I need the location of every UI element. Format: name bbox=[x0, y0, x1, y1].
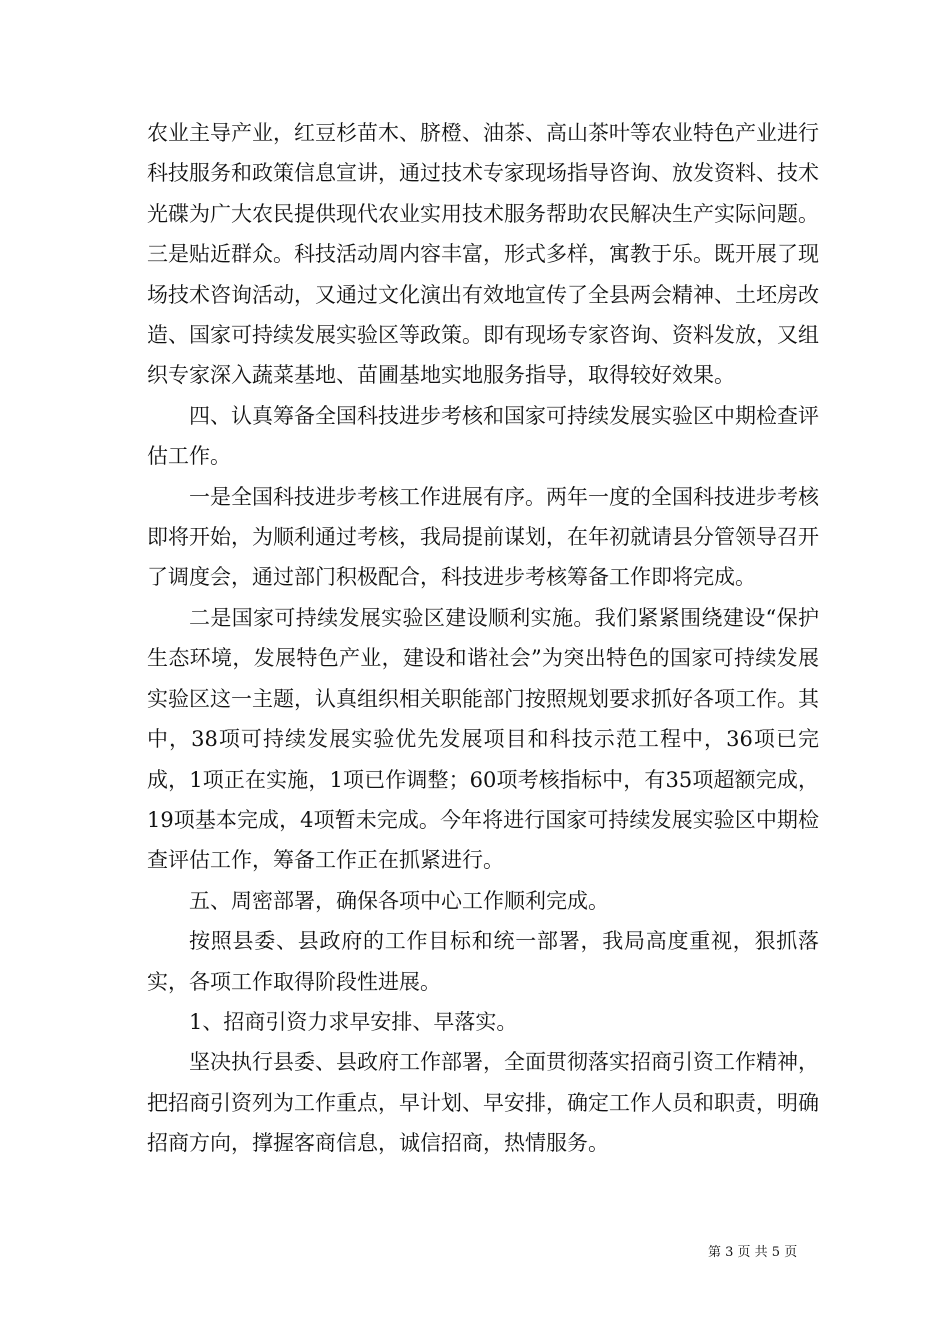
subheading-investment: 1、招商引资力求早安排、早落实。 bbox=[189, 1009, 518, 1034]
paragraph-deployment: 按照县委、县政府的工作目标和统一部署，我局高度重视，狠抓落实，各项工作取得阶段性进展。 bbox=[147, 929, 819, 994]
paragraph-progress-assessment: 一是全国科技进步考核工作进展有序。两年一度的全国科技进步考核即将开始，为顺利通过考核，我局提前谋划，在年初就请县分管领导召开了调度会，通过部门积极配合，科技进步考核筹备工作即将完成。 bbox=[147, 484, 819, 590]
paragraph-experimental-zone: 二是国家可持续发展实验区建设顺利实施。我们紧紧围绕建设“保护生态环境，发展特色产业，建设和谐社会”为突出特色的国家可持续发展实验区这一主题，认真组织相关职能部门按照规划要求抓好各项工作。其中，38项可持续发展实验优先发展项目和科技示范工程中，36项已完成，1项正在实施，1项已作调整；60项考核指标中，有35项超额完成，19项基本完成，4项暂未完成。今年将进行国家可持续发展实验区中期检查评估工作，筹备工作正在抓紧进行。 bbox=[147, 605, 819, 873]
section-heading-four: 四、认真筹备全国科技进步考核和国家可持续发展实验区中期检查评估工作。 bbox=[147, 403, 819, 469]
paragraph-investment: 坚决执行县委、县政府工作部署，全面贯彻落实招商引资工作精神，把招商引资列为工作重点，早计划、早安排，确定工作人员和职责，明确招商方向，撑握客商信息，诚信招商，热情服务。 bbox=[147, 1050, 819, 1156]
section-heading-five: 五、周密部署，确保各项中心工作顺利完成。 bbox=[189, 888, 609, 913]
document-body bbox=[147, 113, 819, 1164]
page-number: 第 3 页 共 5 页 bbox=[708, 1245, 798, 1260]
paragraph-continuation: 农业主导产业，红豆杉苗木、脐橙、油茶、高山茶叶等农业特色产业进行科技服务和政策信息宣讲，通过技术专家现场指导咨询、放发资料、技术光碟为广大农民提供现代农业实用技术服务帮助农民解决生产实际问题。三是贴近群众。科技活动周内容丰富，形式多样，寓教于乐。既开展了现场技术咨询活动，又通过文化演出有效地宣传了全县两会精神、土坯房改造、国家可持续发展实验区等政策。即有现场专家咨询、资料发放，又组织专家深入蔬菜基地、苗圃基地实地服务指导，取得较好效果。 bbox=[147, 121, 819, 388]
